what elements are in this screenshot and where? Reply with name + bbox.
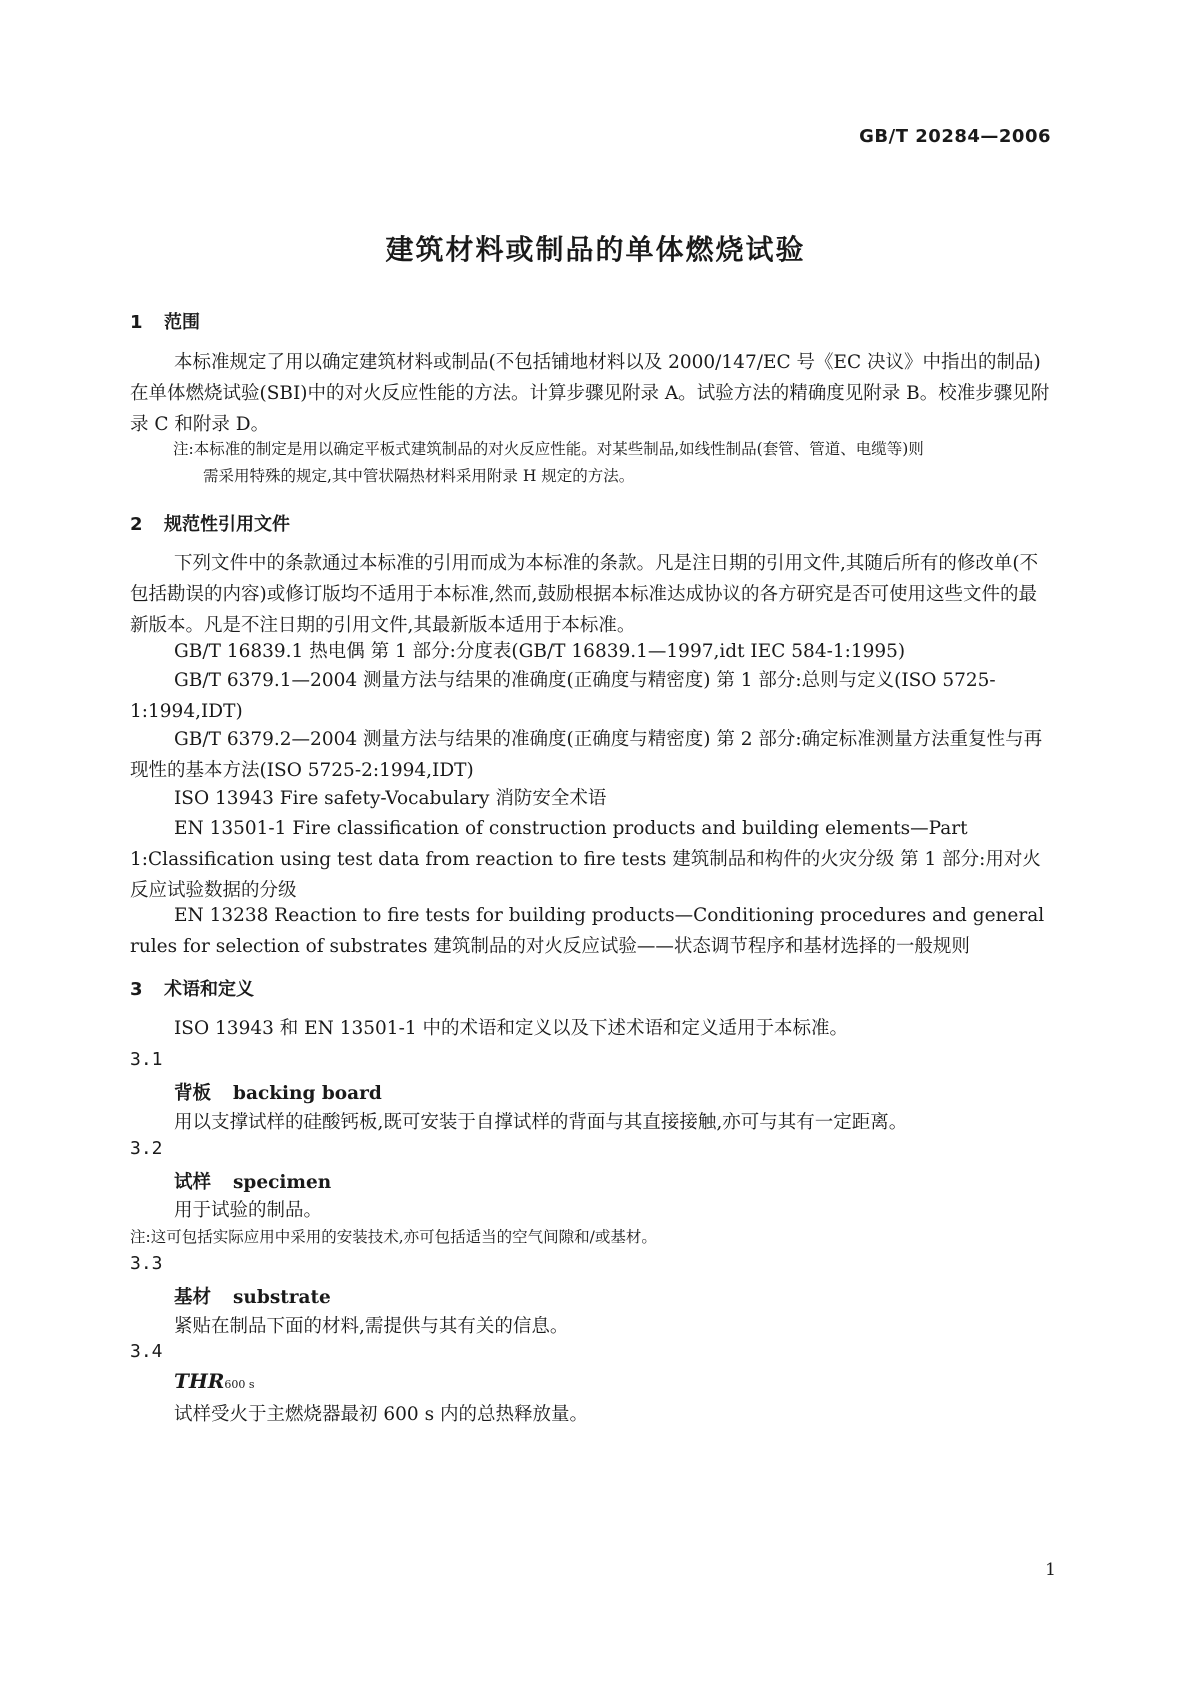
reference-item: EN 13238 Reaction to fire tests for building products—Conditioning procedures and general rules for selection of substrates 建筑制品的对火反应试验——状态调节程序和基材选择的一般规则 [130,905,1045,957]
section-number: 3 [130,979,143,1000]
term-zh: 基材 [174,1287,212,1308]
section-1-note [173,436,1053,490]
section-title: 规范性引用文件 [164,514,290,535]
term-en: substrate [233,1287,331,1308]
section-title: 术语和定义 [164,979,254,1000]
reference-item: GB/T 6379.2—2004 测量方法与结果的准确度(正确度与精密度) 第 2 部分:确定标准测量方法重复性与再现性的基本方法(ISO 5725-2:1994,IDT) [130,729,1043,781]
section-1-heading [130,308,200,334]
term-heading [174,1168,331,1194]
term-zh: 背板 [174,1083,212,1104]
term-heading [174,1283,331,1309]
term-definition: 用以支撑试样的硅酸钙板,既可安装于自撑试样的背面与其直接接触,亦可与其有一定距离。 [174,1112,908,1133]
document-title: 建筑材料或制品的单体燃烧试验 [385,233,806,266]
section-number: 1 [130,312,143,333]
term-definition: 试样受火于主燃烧器最初 600 s 内的总热释放量。 [174,1404,588,1425]
note-line-2: 需采用特殊的规定,其中管状隔热材料采用附录 H 规定的方法。 [203,467,635,485]
clause-number: 3.3 [130,1253,163,1274]
clause-number: 3.2 [130,1138,163,1159]
term-heading [174,1369,255,1393]
term-heading [174,1079,382,1105]
term-zh: 试样 [174,1172,212,1193]
section-number: 2 [130,514,143,535]
term-symbol-subscript: 600 s [224,1378,255,1391]
standard-code: GB/T 20284—2006 [859,126,1051,147]
term-definition: 用于试验的制品。 [174,1200,323,1221]
term-definition: 紧贴在制品下面的材料,需提供与其有关的信息。 [174,1316,569,1337]
section-3-heading [130,975,254,1001]
term-en: backing board [233,1083,382,1104]
section-3-paragraph: ISO 13943 和 EN 13501-1 中的术语和定义以及下述术语和定义适用于本标准。 [174,1018,848,1039]
reference-item: ISO 13943 Fire safety-Vocabulary 消防安全术语 [174,788,607,809]
section-title: 范围 [164,312,200,333]
section-2-heading [130,510,290,536]
section-1-paragraph: 本标准规定了用以确定建筑材料或制品(不包括铺地材料以及 2000/147/EC 号《EC 决议》中指出的制品)在单体燃烧试验(SBI)中的对火反应性能的方法。计算步骤见附录 A。试验方法的精确度见附录 B。校准步骤见附录 C 和附录 D。 [130,352,1050,435]
section-2-paragraph: 下列文件中的条款通过本标准的引用而成为本标准的条款。凡是注日期的引用文件,其随后所有的修改单(不包括勘误的内容)或修订版均不适用于本标准,然而,鼓励根据本标准达成协议的各方研究是否可使用这些文件的最新版本。凡是不注日期的引用文件,其最新版本适用于本标准。 [130,553,1039,636]
term-en: specimen [233,1172,332,1193]
page-number: 1 [1045,1560,1056,1580]
reference-item: GB/T 16839.1 热电偶 第 1 部分:分度表(GB/T 16839.1—1997,idt IEC 584-1:1995) [174,641,906,662]
clause-number: 3.1 [130,1049,163,1070]
reference-item: GB/T 6379.1—2004 测量方法与结果的准确度(正确度与精密度) 第 1 部分:总则与定义(ISO 5725-1:1994,IDT) [130,670,996,722]
term-note: 注:这可包括实际应用中采用的安装技术,亦可包括适当的空气间隙和/或基材。 [130,1228,657,1246]
reference-item: EN 13501-1 Fire classification of construction products and building elements—Part 1:Classification using test data from reaction to fire tests 建筑制品和构件的火灾分级 第 1 部分:用对火反应试验数据的分级 [130,818,1041,901]
term-symbol: THR [174,1369,225,1393]
clause-number: 3.4 [130,1341,163,1362]
note-line-1: 注:本标准的制定是用以确定平板式建筑制品的对火反应性能。对某些制品,如线性制品(套管、管道、电缆等)则 [173,440,924,458]
